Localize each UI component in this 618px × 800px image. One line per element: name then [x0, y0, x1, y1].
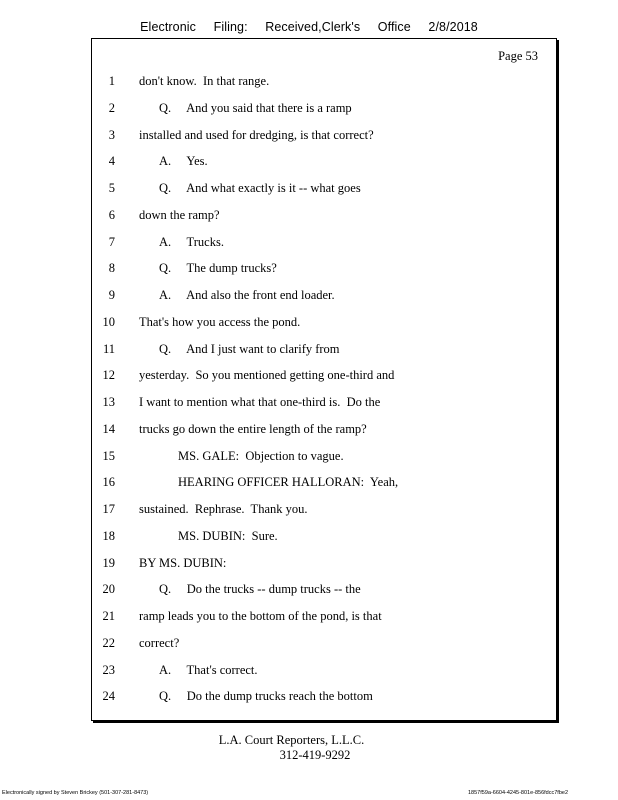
line-text: BY MS. DUBIN:: [139, 555, 227, 570]
header-word-office: Office: [377, 20, 411, 34]
transcript-line: [0, 74, 618, 94]
transcript-line: [0, 475, 618, 495]
transcript-line: [0, 609, 618, 629]
line-number: 6: [108, 207, 115, 222]
footer-phone: 312-419-9292: [279, 748, 351, 762]
page-number: Page 53: [498, 49, 538, 63]
line-text: That's how you access the pond.: [139, 314, 301, 329]
line-number: 16: [102, 475, 115, 490]
line-text: MS. DUBIN: Sure.: [178, 528, 278, 543]
line-text: Q. And what exactly is it -- what goes: [159, 181, 361, 195]
transcript-line: [0, 689, 618, 709]
line-text: ramp leads you to the bottom of the pond, is that: [139, 609, 382, 623]
line-text: don't know. In that range.: [139, 74, 270, 88]
line-number: 24: [102, 689, 115, 704]
line-number: 1: [108, 74, 115, 88]
transcript-line: [0, 288, 618, 308]
line-text: A. Yes.: [159, 154, 208, 169]
line-number: 14: [102, 421, 115, 436]
electronic-signature: Electronically signed by Steven Brickey (501-307-281-8473): [2, 790, 149, 796]
line-number: 8: [108, 261, 115, 276]
document-hash: 1857f59a-6604-4245-801e-856fdcc7fbe2: [468, 790, 568, 796]
transcript-line: [0, 663, 618, 683]
line-number: 21: [102, 609, 115, 623]
transcript-line: [0, 529, 618, 549]
line-number: 7: [108, 234, 115, 249]
line-number: 20: [102, 582, 115, 597]
transcript-line: [0, 181, 618, 201]
line-text: installed and used for dredging, is that correct?: [139, 127, 374, 142]
line-number: 19: [102, 555, 115, 570]
line-number: 18: [102, 528, 115, 543]
transcript-line: [0, 154, 618, 174]
line-text: Q. And you said that there is a ramp: [159, 100, 352, 115]
transcript-line: [0, 368, 618, 388]
line-number: 2: [108, 100, 115, 115]
transcript-line: [0, 582, 618, 602]
line-text: trucks go down the entire length of the ramp?: [139, 421, 367, 436]
header-word-received: Received,Clerk's: [265, 20, 361, 34]
line-number: 17: [102, 502, 115, 516]
line-text: sustained. Rephrase. Thank you.: [139, 502, 308, 516]
transcript-line: [0, 261, 618, 281]
line-number: 3: [108, 127, 115, 142]
line-number: 12: [102, 368, 115, 383]
line-text: MS. GALE: Objection to vague.: [178, 448, 344, 463]
transcript-line: [0, 502, 618, 522]
line-number: 4: [108, 154, 115, 169]
line-number: 5: [108, 181, 115, 195]
line-text: correct?: [139, 635, 180, 650]
transcript-line: [0, 208, 618, 228]
line-text: Q. Do the trucks -- dump trucks -- the: [159, 582, 361, 597]
transcript-line: [0, 636, 618, 656]
line-text: down the ramp?: [139, 207, 220, 222]
line-number: 9: [108, 288, 115, 302]
header-word-electronic: Electronic: [140, 20, 197, 34]
line-number: 13: [102, 395, 115, 409]
transcript-line: [0, 449, 618, 469]
line-text: A. That's correct.: [159, 662, 258, 677]
header-date: 2/8/2018: [428, 20, 478, 34]
line-number: 22: [102, 635, 115, 650]
transcript-line: [0, 315, 618, 335]
line-number: 23: [102, 662, 115, 677]
line-text: yesterday. So you mentioned getting one-third and: [139, 368, 395, 383]
line-text: Q. Do the dump trucks reach the bottom: [159, 689, 373, 704]
transcript-line: [0, 556, 618, 576]
line-text: I want to mention what that one-third is. Do the: [139, 395, 381, 409]
transcript-line: [0, 101, 618, 121]
line-number: 11: [102, 341, 115, 356]
header-word-filing: Filing:: [213, 20, 248, 34]
line-number: 10: [102, 314, 115, 329]
line-text: A. Trucks.: [159, 234, 224, 249]
footer-company: L.A. Court Reporters, L.L.C.: [218, 733, 365, 747]
line-text: Q. The dump trucks?: [159, 261, 277, 276]
transcript-line: [0, 342, 618, 362]
transcript-line: [0, 128, 618, 148]
line-text: Q. And I just want to clarify from: [159, 341, 340, 356]
transcript-line: [0, 422, 618, 442]
filing-header: [0, 20, 618, 34]
line-number: 15: [102, 448, 115, 463]
line-text: A. And also the front end loader.: [159, 288, 335, 302]
line-text: HEARING OFFICER HALLORAN: Yeah,: [178, 475, 399, 490]
transcript-line: [0, 235, 618, 255]
transcript-line: [0, 395, 618, 415]
